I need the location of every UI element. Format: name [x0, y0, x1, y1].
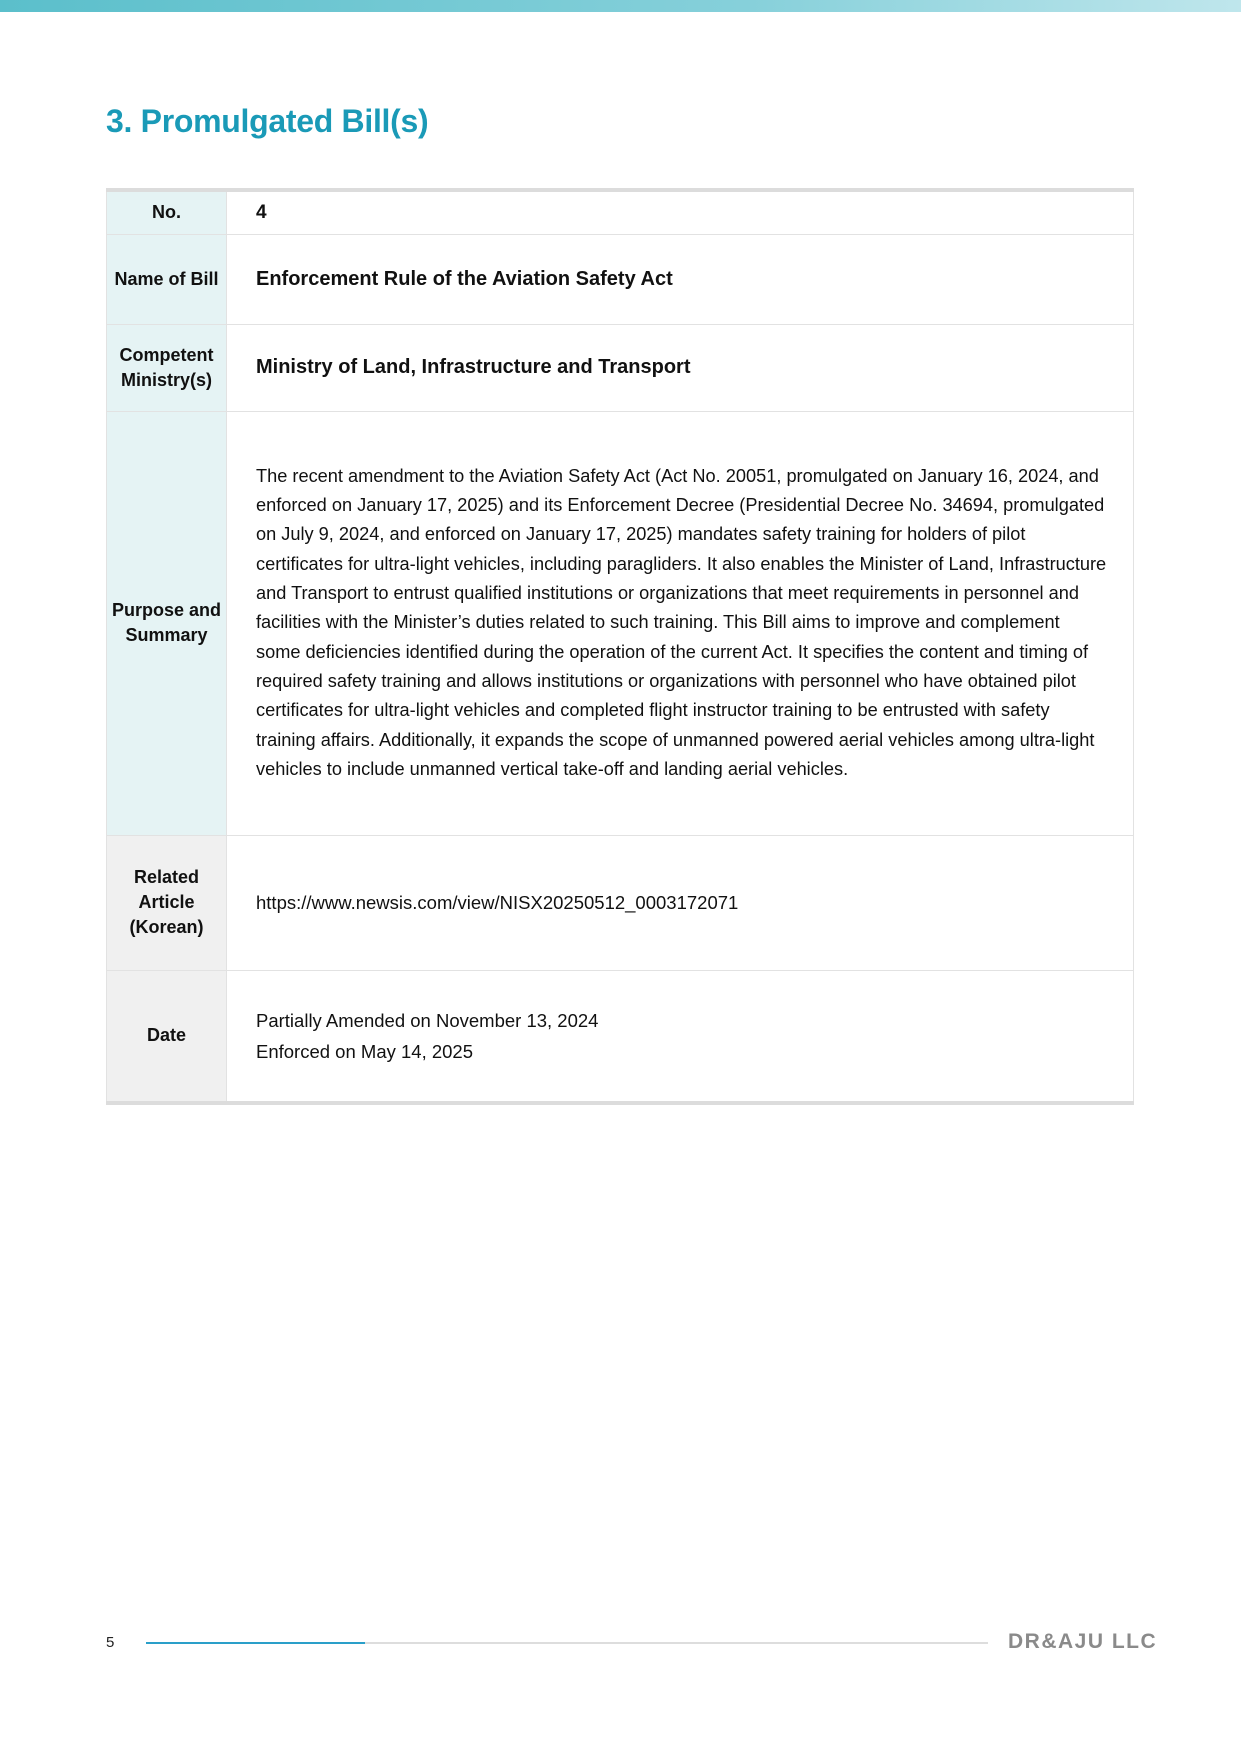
- footer-progress-fill: [146, 1642, 365, 1644]
- table-row-name: [107, 234, 1134, 324]
- ministry-value: Ministry of Land, Infrastructure and Transport: [227, 324, 1134, 411]
- date-enforced: Enforced on May 14, 2025: [256, 1040, 474, 1062]
- table-row-article: [107, 835, 1134, 970]
- top-accent-bar: [0, 0, 1241, 12]
- table-row-ministry: [107, 324, 1134, 411]
- bill-table: [106, 188, 1134, 1105]
- bill-name-value: Enforcement Rule of the Aviation Safety Act: [227, 234, 1134, 324]
- no-value: 4: [227, 190, 1134, 234]
- no-label: No.: [107, 190, 227, 234]
- date-value: [227, 970, 1134, 1103]
- ministry-label: Competent Ministry(s): [107, 324, 227, 411]
- date-label: Date: [107, 970, 227, 1103]
- related-article-link[interactable]: https://www.newsis.com/view/NISX20250512_0003172071: [227, 835, 1134, 970]
- brand-logo-text: DR&AJU LLC: [1008, 1630, 1158, 1653]
- table-row-no: [107, 190, 1134, 234]
- name-label: Name of Bill: [107, 234, 227, 324]
- date-amended: Partially Amended on November 13, 2024: [256, 1009, 599, 1031]
- table-row-date: [107, 970, 1134, 1103]
- article-label: Related Article (Korean): [107, 835, 227, 970]
- purpose-summary-value: The recent amendment to the Aviation Safety Act (Act No. 20051, promulgated on January 16, 2024, and enforced on January 17, 2025) and its Enforcement Decree (Presidential Decree No. 34694, promulgated on July 9, 2024, and enforced on January 17, 2025) mandates safety training for holders of pilot certificates for ultra-light vehicles, including paragliders. It also enables the Minister of Land, Infrastructure and Transport to entrust qualified institutions or organizations that meet requirements in personnel and facilities with the Minister’s duties related to such training. This Bill aims to improve and complement some deficiencies identified during the operation of the current Act. It specifies the content and timing of required safety training and allows institutions or organizations with personnel who have obtained pilot certificates for ultra-light vehicles and completed flight instructor training to be entrusted with safety training affairs. Additionally, it expands the scope of unmanned powered aerial vehicles among ultra-light vehicles to include unmanned vertical take-off and landing aerial vehicles.: [227, 411, 1134, 835]
- footer-progress-track: [146, 1642, 988, 1644]
- table-row-purpose: [107, 411, 1134, 835]
- purpose-label: Purpose and Summary: [107, 411, 227, 835]
- page-number: 5: [106, 1634, 115, 1651]
- section-title: 3. Promulgated Bill(s): [106, 103, 429, 139]
